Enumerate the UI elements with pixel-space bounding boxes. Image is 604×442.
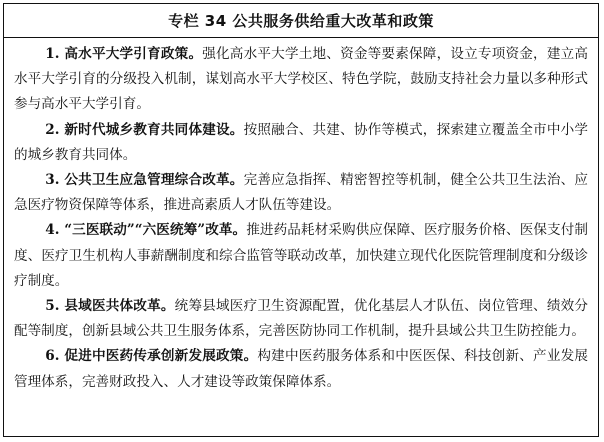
- item-number: 2.: [45, 121, 65, 138]
- item-heading: 县域医共体改革。: [64, 298, 175, 315]
- item-number: 3.: [45, 172, 65, 189]
- item-number: 6.: [45, 348, 65, 365]
- title-divider: [4, 37, 598, 38]
- policy-item-5: [14, 294, 588, 344]
- item-heading: 新时代城乡教育共同体建设。: [64, 121, 244, 138]
- item-heading: “三医联动”“六医统筹”改革。: [64, 222, 247, 239]
- item-text: 完善应急指挥、精密智控等机制，健全公共卫生法治、应急医疗物资保障等体系，推进高素质人才队伍等建设。: [14, 172, 589, 214]
- item-heading: 促进中医药传承创新发展政策。: [64, 348, 258, 365]
- item-heading: 高水平大学引育政策。: [64, 46, 203, 62]
- item-number: 5.: [45, 298, 65, 315]
- policy-list: [14, 42, 588, 395]
- policy-item-2: [14, 118, 588, 168]
- policy-box: [3, 3, 599, 437]
- policy-item-4: [14, 218, 588, 294]
- box-title: 专栏 34 公共服务供给重大改革和政策: [168, 12, 434, 30]
- item-heading: 公共卫生应急管理综合改革。: [64, 172, 244, 189]
- item-text: 强化高水平大学土地、资金等要素保障，设立专项资金，建立高水平大学引育的分级投入机制，谋划高水平大学校区、特色学院，鼓励支持社会力量以多种形式参与高水平大学引育。: [14, 46, 588, 113]
- item-number: 1.: [45, 46, 65, 62]
- item-number: 4.: [45, 222, 65, 239]
- item-text: 按照融合、共建、协作等模式，探索建立覆盖全市中小学的城乡教育共同体。: [14, 121, 589, 163]
- policy-item-3: [14, 168, 588, 218]
- item-text: 构建中医药服务体系和中医医保、科技创新、产业发展管理体系，完善财政投入、人才建设等政策保障体系。: [14, 348, 589, 390]
- item-text: 统筹县域医疗卫生资源配置，优化基层人才队伍、岗位管理、绩效分配等制度，创新县域公共卫生服务体系，完善医防协同工作机制，提升县域公共卫生防控能力。: [14, 298, 589, 340]
- policy-item-6: [14, 344, 588, 394]
- policy-item-1: [14, 42, 588, 118]
- item-text: 推进药品耗材采购供应保障、医疗服务价格、医保支付制度、医疗卫生机构人事薪酬制度和综合监管等联动改革，加快建立现代化医院管理制度和分级诊疗制度。: [14, 222, 588, 289]
